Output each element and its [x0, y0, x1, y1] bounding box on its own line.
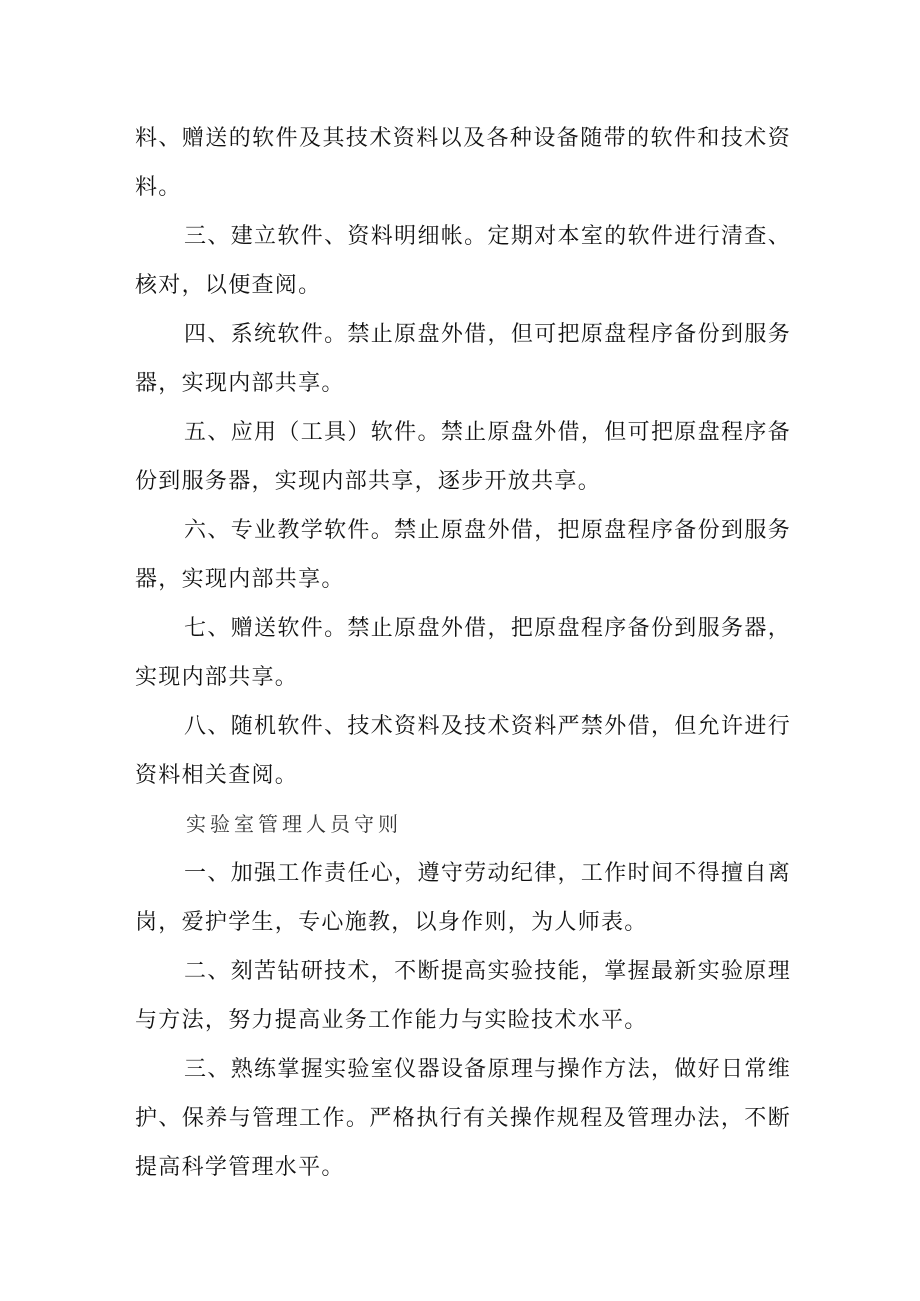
- paragraph-item-3: 三、建立软件、资料明细帐。定期对本室的软件进行清查、核对，以便查阅。: [135, 224, 791, 298]
- paragraph-item-8: 八、随机软件、技术资料及技术资料严禁外借，但允许进行资料相关查阅。: [135, 714, 791, 788]
- rule-item-3: 三、熟练掌握实验室仪器设备原理与操作方法，做好日常维护、保养与管理工作。严格执行有关操作规程及管理办法，不断提高科学管理水平。: [135, 1057, 791, 1180]
- paragraph-item-7: 七、赠送软件。禁止原盘外借，把原盘程序备份到服务器，实现内部共享。: [135, 616, 791, 690]
- paragraph-item-4: 四、系统软件。禁止原盘外借，但可把原盘程序备份到服务器，实现内部共享。: [135, 322, 791, 396]
- document-body: [135, 114, 791, 1192]
- rule-item-1: 一、加强工作责任心，遵守劳动纪律，工作时间不得擅自离岗，爱护学生，专心施教，以身作则，为人师表。: [135, 861, 791, 935]
- paragraph-item-5: 五、应用（工具）软件。禁止原盘外借，但可把原盘程序备份到服务器，实现内部共享，逐步开放共享。: [135, 420, 791, 494]
- paragraph-continuation: 料、赠送的软件及其技术资料以及各种设备随带的软件和技术资料。: [135, 126, 791, 200]
- rule-item-2: 二、刻苦钻研技术，不断提高实验技能，掌握最新实验原理与方法，努力提高业务工作能力与实睑技术水平。: [135, 959, 791, 1033]
- section-heading: 实验室管理人员守则: [186, 812, 402, 836]
- paragraph-item-6: 六、专业教学软件。禁止原盘外借，把原盘程序备份到服务器，实现内部共享。: [135, 518, 791, 592]
